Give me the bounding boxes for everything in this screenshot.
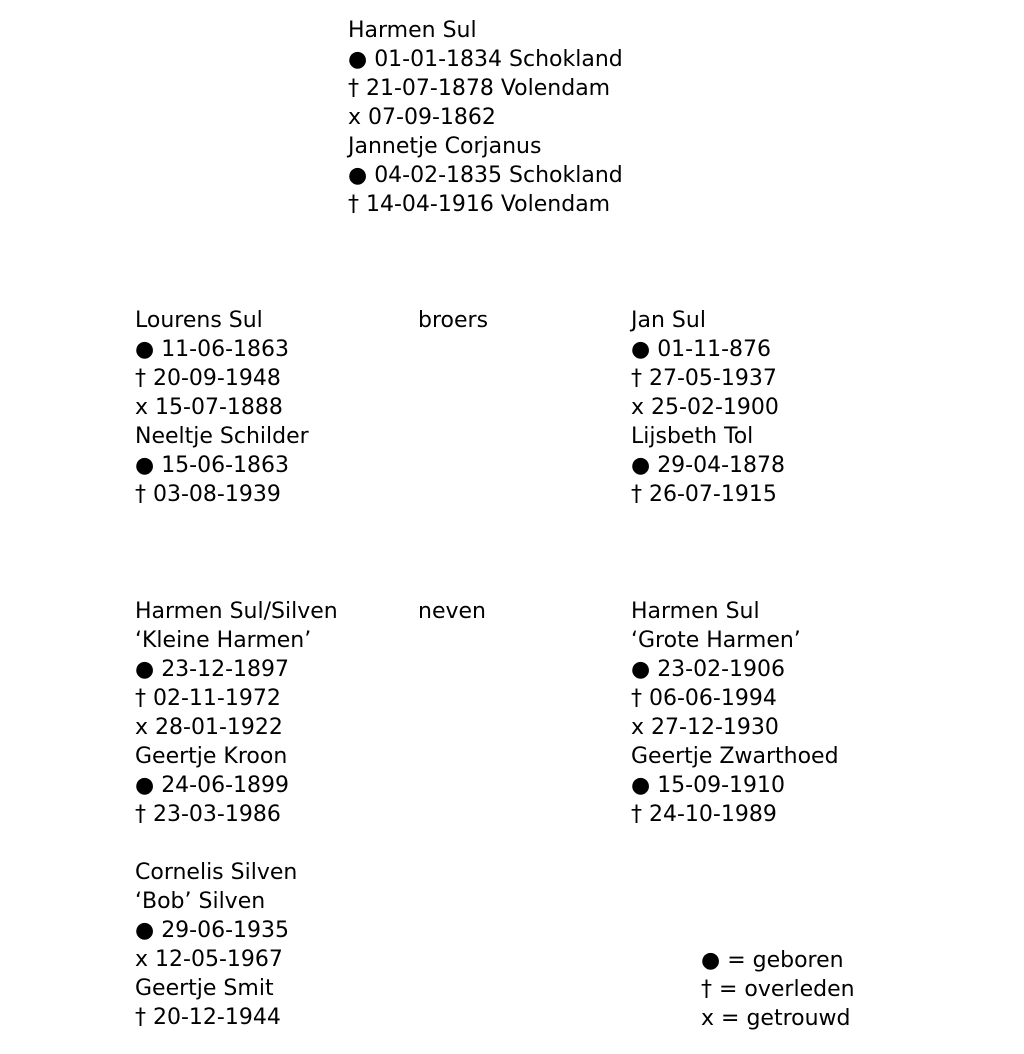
gen2-relation-label: neven <box>418 599 486 624</box>
founder-marriage: x 07-09-1862 <box>348 105 496 130</box>
gen3-left-birth: ● 29-06-1935 <box>135 918 290 943</box>
gen2-left-death: † 02-11-1972 <box>135 686 281 711</box>
gen2-right-death: † 06-06-1994 <box>631 686 777 711</box>
legend-married: x = getrouwd <box>701 1006 851 1031</box>
gen3-left-spouse-name: Geertje Smit <box>135 976 274 1001</box>
gen1-left-spouse-death: † 03-08-1939 <box>135 482 281 507</box>
founder-spouse-birth: ● 04-02-1835 Schokland <box>348 163 623 188</box>
gen2-left-marriage: x 28-01-1922 <box>135 715 283 740</box>
gen1-left-spouse-birth: ● 15-06-1863 <box>135 453 290 478</box>
gen1-right-spouse-name: Lijsbeth Tol <box>631 424 754 449</box>
gen2-left-entry <box>135 597 338 829</box>
gen2-right-spouse-birth: ● 15-09-1910 <box>631 773 786 798</box>
gen1-left-entry <box>135 306 309 509</box>
founder-spouse-name: Jannetje Corjanus <box>348 134 542 159</box>
gen2-right-spouse-name: Geertje Zwarthoed <box>631 744 839 769</box>
gen1-right-marriage: x 25-02-1900 <box>631 395 779 420</box>
gen2-right-spouse-death: † 24-10-1989 <box>631 802 777 827</box>
gen2-left-spouse-name: Geertje Kroon <box>135 744 288 769</box>
gen1-relation <box>418 306 488 335</box>
gen3-left-name: Cornelis Silven <box>135 860 298 885</box>
gen1-right-spouse-birth: ● 29-04-1878 <box>631 453 786 478</box>
gen2-right-marriage: x 27-12-1930 <box>631 715 779 740</box>
gen2-right-birth: ● 23-02-1906 <box>631 657 786 682</box>
gen2-left-spouse-birth: ● 24-06-1899 <box>135 773 290 798</box>
gen1-right-name: Jan Sul <box>631 308 706 333</box>
gen1-left-death: † 20-09-1948 <box>135 366 281 391</box>
gen2-left-birth: ● 23-12-1897 <box>135 657 290 682</box>
gen1-left-name: Lourens Sul <box>135 308 263 333</box>
gen2-left-name: Harmen Sul/Silven <box>135 599 338 624</box>
gen2-relation <box>418 597 486 626</box>
gen1-left-spouse-name: Neeltje Schilder <box>135 424 309 449</box>
legend-born: ● = geboren <box>701 948 844 973</box>
gen1-right-spouse-death: † 26-07-1915 <box>631 482 777 507</box>
legend-died: † = overleden <box>701 977 855 1002</box>
founder-name: Harmen Sul <box>348 18 477 43</box>
gen1-left-birth: ● 11-06-1863 <box>135 337 290 362</box>
founder-death: † 21-07-1878 Volendam <box>348 76 611 101</box>
founder-spouse-death: † 14-04-1916 Volendam <box>348 192 611 217</box>
gen3-left-entry <box>135 858 297 1032</box>
founders-entry <box>348 16 623 219</box>
gen3-left-marriage: x 12-05-1967 <box>135 947 283 972</box>
founder-birth: ● 01-01-1834 Schokland <box>348 47 623 72</box>
gen2-right-nickname: ‘Grote Harmen’ <box>631 628 801 653</box>
gen1-right-entry <box>631 306 785 509</box>
gen3-left-spouse-death: † 20-12-1944 <box>135 1005 281 1030</box>
legend <box>701 946 855 1033</box>
gen1-relation-label: broers <box>418 308 489 333</box>
gen1-right-birth: ● 01-11-876 <box>631 337 772 362</box>
gen2-left-nickname: ‘Kleine Harmen’ <box>135 628 312 653</box>
gen1-left-marriage: x 15-07-1888 <box>135 395 283 420</box>
gen2-left-spouse-death: † 23-03-1986 <box>135 802 281 827</box>
gen2-right-name: Harmen Sul <box>631 599 760 624</box>
gen2-right-entry <box>631 597 839 829</box>
gen1-right-death: † 27-05-1937 <box>631 366 777 391</box>
gen3-left-nickname: ‘Bob’ Silven <box>135 889 266 914</box>
